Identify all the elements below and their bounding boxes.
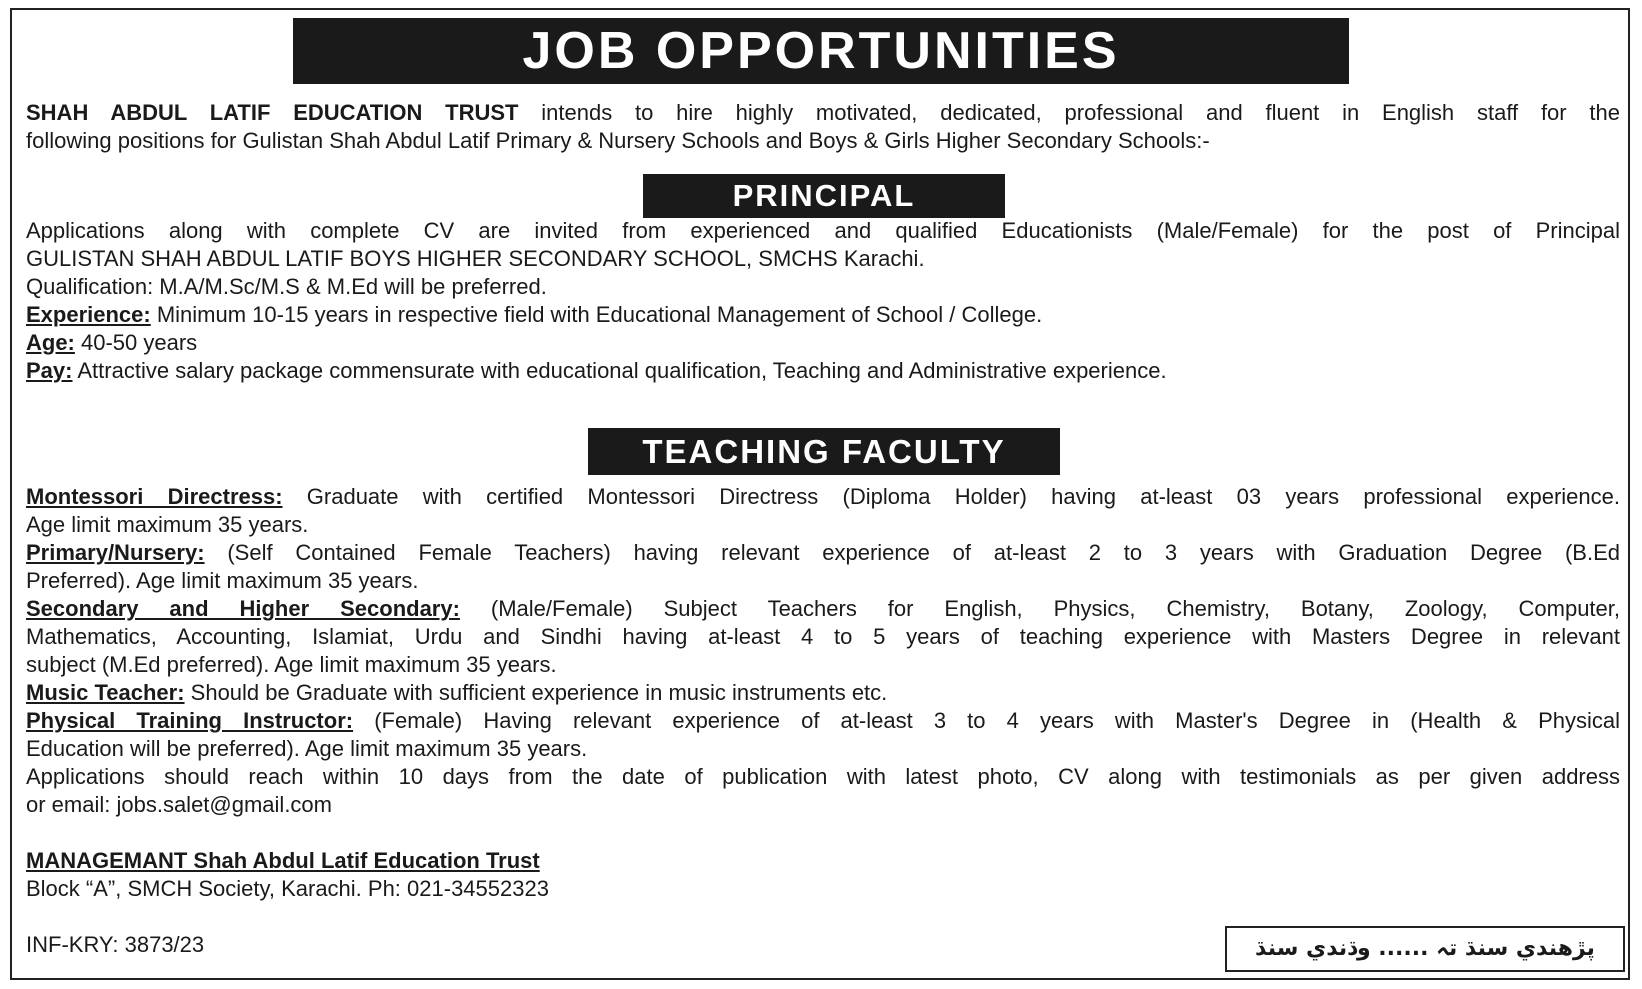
age-label: Age: [26,330,75,355]
org-name: SHAH ABDUL LATIF EDUCATION TRUST [26,100,519,125]
primary-line-1 [26,538,1620,567]
management-line [26,846,540,875]
music-text: Should be Graduate with sufficient experience in music instruments etc. [184,680,888,705]
page-title: JOB OPPORTUNITIES [293,18,1349,84]
secondary-line-3: subject (M.Ed preferred). Age limit maximum 35 years. [26,652,557,677]
music-teacher [26,678,1620,707]
pay-label: Pay: [26,358,73,383]
intro-line-1 [26,98,1620,127]
secondary-line-2: Mathematics, Accounting, Islamiat, Urdu and Sindhi having at-least 4 to 5 years of teaching experience with Masters Degree in relevant [26,624,1620,649]
sindhi-slogan-box: پڙهندي سنڌ تہ ...... وڌندي سنڌ [1225,926,1625,972]
montessori-label: Montessori Directress: [26,484,283,509]
secondary-label: Secondary and Higher Secondary: [26,596,460,621]
pti-label: Physical Training Instructor: [26,708,354,733]
principal-age [26,328,1620,357]
montessori-line-2: Age limit maximum 35 years. [26,512,309,537]
primary-line-2: Preferred). Age limit maximum 35 years. [26,568,419,593]
apply-line-2: or email: jobs.salet@gmail.com [26,792,332,817]
pay-text: Attractive salary package commensurate with educational qualification, Teaching and Administrative experience. [72,358,1167,383]
intro-text: intends to hire highly motivated, dedicated, professional and fluent in English staff for the [541,100,1620,125]
teaching-faculty-heading: TEACHING FACULTY [588,428,1060,475]
primary-text: (Self Contained Female Teachers) having relevant experience of at-least 2 to 3 years with Graduation Degree (B.Ed [204,540,1620,565]
montessori-line-1 [26,482,1620,511]
apply-line-1: Applications should reach within 10 days from the date of publication with latest photo, CV along with testimonials as per given address [26,764,1620,789]
principal-heading: PRINCIPAL [643,174,1005,218]
management-text: MANAGEMANT Shah Abdul Latif Education Trust [26,848,540,873]
age-text: 40-50 years [74,330,198,355]
principal-line-2: GULISTAN SHAH ABDUL LATIF BOYS HIGHER SECONDARY SCHOOL, SMCHS Karachi. [26,246,925,271]
music-label: Music Teacher: [26,680,185,705]
principal-experience [26,300,1620,329]
experience-text: Minimum 10-15 years in respective field with Educational Management of School / College. [150,302,1043,327]
pti-text: (Female) Having relevant experience of at-least 3 to 4 years with Master's Degree in (Health & Physical [353,708,1620,733]
experience-label: Experience: [26,302,151,327]
montessori-text: Graduate with certified Montessori Directress (Diploma Holder) having at-least 03 years professional experience. [282,484,1620,509]
pti-line-1 [26,706,1620,735]
principal-qualification: Qualification: M.A/M.Sc/M.S & M.Ed will be preferred. [26,274,547,299]
primary-label: Primary/Nursery: [26,540,205,565]
reference-number: INF-KRY: 3873/23 [26,932,205,957]
address-line: Block “A”, SMCH Society, Karachi. Ph: 021-34552323 [26,876,549,901]
secondary-line-1 [26,594,1620,623]
secondary-text: (Male/Female) Subject Teachers for English, Physics, Chemistry, Botany, Zoology, Computer, [459,596,1620,621]
intro-line-2: following positions for Gulistan Shah Abdul Latif Primary & Nursery Schools and Boys & Girls Higher Secondary Schools:- [26,128,1210,153]
pti-line-2: Education will be preferred). Age limit maximum 35 years. [26,736,588,761]
principal-pay [26,356,1620,385]
principal-line-1: Applications along with complete CV are invited from experienced and qualified Educationists (Male/Female) for the post of Principal [26,218,1620,243]
